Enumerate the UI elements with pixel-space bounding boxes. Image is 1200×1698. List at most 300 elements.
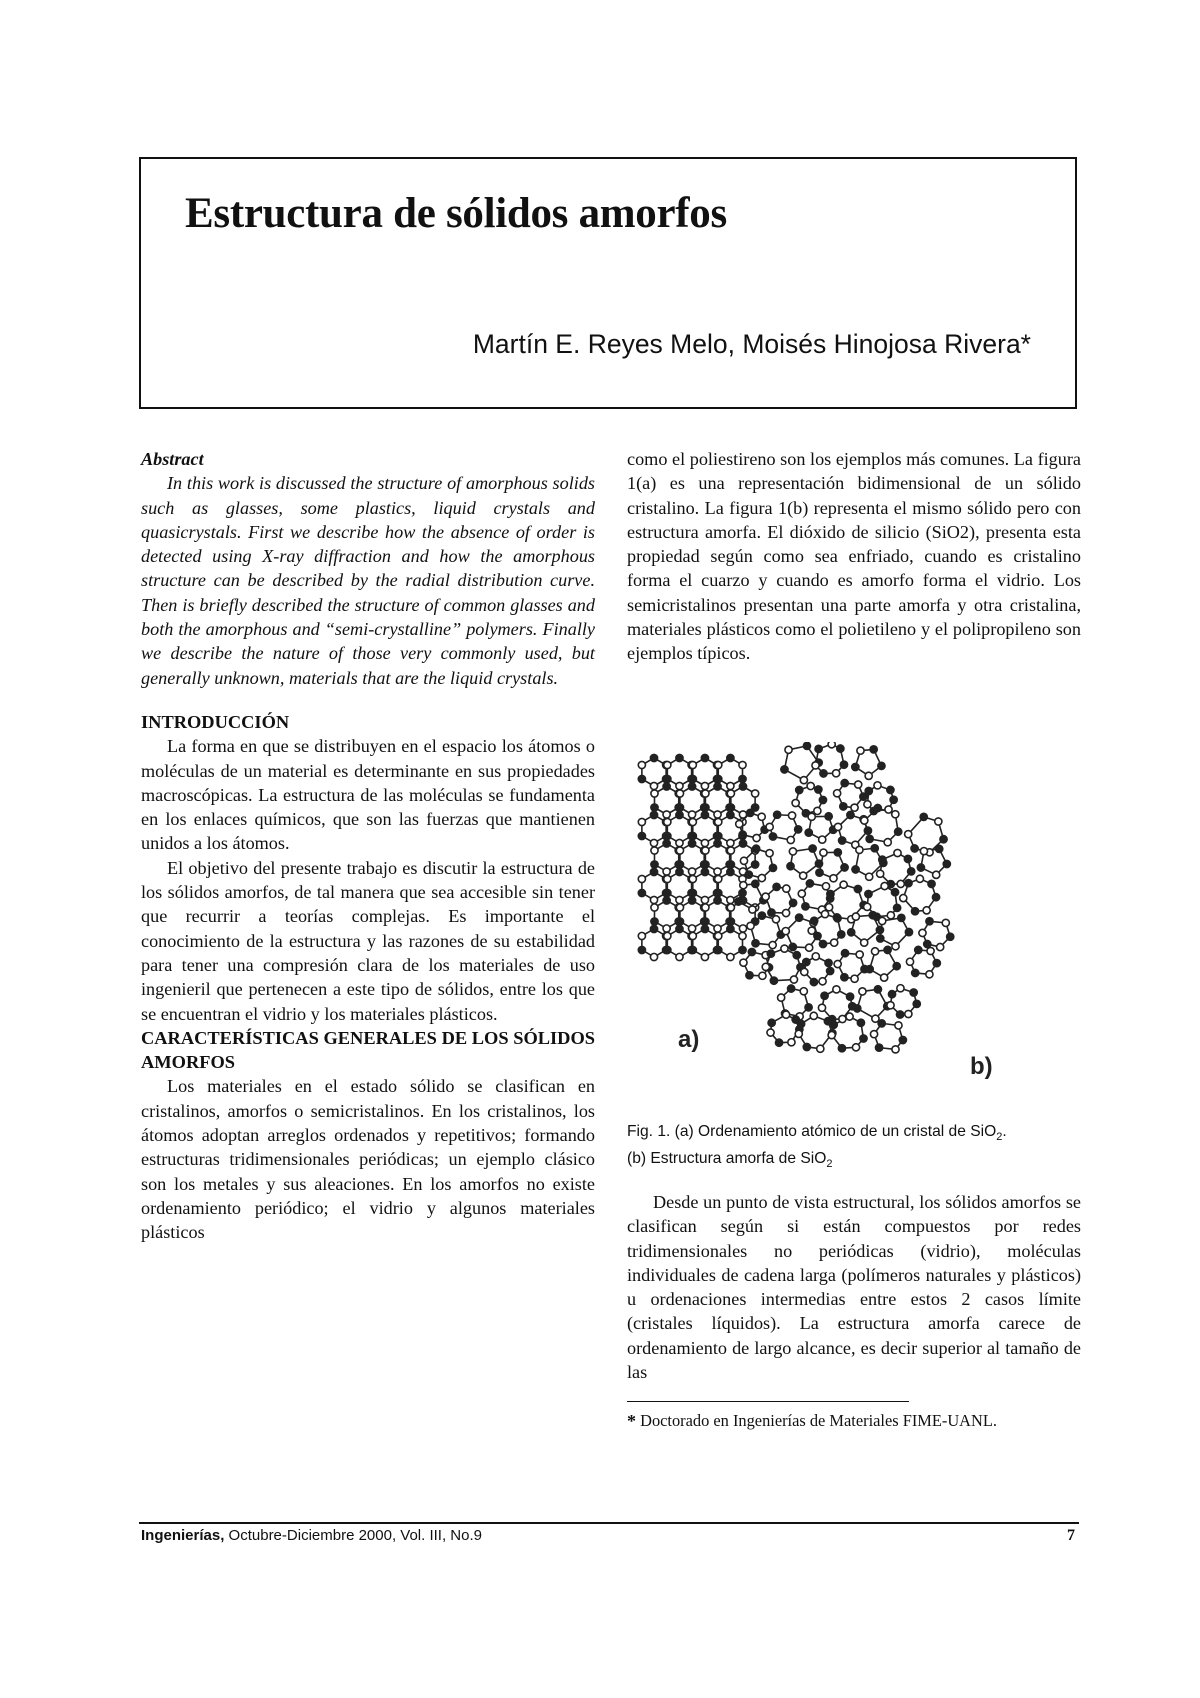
silicon-atom [870, 746, 877, 753]
oxygen-atom [664, 932, 671, 939]
oxygen-atom [664, 875, 671, 882]
oxygen-atom [819, 978, 826, 985]
silicon-atom [781, 766, 788, 773]
oxygen-atom [740, 959, 747, 966]
silicon-atom [689, 775, 696, 782]
silicon-atom [841, 864, 848, 871]
silicon-atom [789, 899, 796, 906]
oxygen-atom [814, 807, 821, 814]
silicon-atom [775, 1039, 782, 1046]
oxygen-atom [752, 790, 759, 797]
oxygen-atom [937, 943, 944, 950]
silicon-atom [688, 897, 695, 904]
caption-subscript-1: 2 [996, 1131, 1003, 1144]
silicon-atom [796, 914, 803, 921]
silicon-atom [815, 786, 822, 793]
oxygen-atom [766, 850, 773, 857]
silicon-atom [841, 974, 848, 981]
title-box [139, 157, 1077, 409]
silicon-atom [638, 775, 645, 782]
oxygen-atom [759, 972, 766, 979]
oxygen-atom [650, 896, 657, 903]
silicon-atom [701, 925, 708, 932]
caption-line-2: (b) Estructura amorfa de SiO [627, 1150, 827, 1168]
oxygen-atom [650, 782, 657, 789]
oxygen-atom [828, 742, 835, 748]
oxygen-atom [852, 913, 859, 920]
silicon-atom [805, 829, 812, 836]
oxygen-atom [881, 974, 888, 981]
silicon-atom [768, 909, 775, 916]
oxygen-atom [758, 874, 765, 881]
silicon-atom [727, 804, 734, 811]
silicon-atom [911, 845, 918, 852]
oxygen-atom [905, 1010, 912, 1017]
oxygen-atom [834, 790, 841, 797]
silicon-atom [715, 946, 722, 953]
oxygen-atom [676, 782, 683, 789]
silicon-atom [877, 935, 884, 942]
page-footer [141, 1527, 1075, 1544]
silicon-atom [908, 868, 915, 875]
oxygen-atom [887, 1002, 894, 1009]
oxygen-atom [856, 951, 863, 958]
characteristics-heading: CARACTERÍSTICAS GENERALES DE LOS SÓLIDOS AMORFOS [141, 1027, 595, 1073]
silicon-atom [651, 804, 658, 811]
silicon-atom [651, 861, 658, 868]
silicon-atom [676, 918, 683, 925]
oxygen-atom [638, 761, 645, 768]
oxygen-atom [715, 875, 722, 882]
caption-subscript-2: 2 [826, 1158, 833, 1171]
silicon-atom [920, 813, 927, 820]
oxygen-atom [800, 777, 807, 784]
oxygen-atom [727, 847, 734, 854]
oxygen-atom [833, 770, 840, 777]
silicon-atom [663, 783, 670, 790]
silicon-atom [650, 754, 657, 761]
left-column [141, 447, 595, 1245]
silicon-atom [854, 1005, 861, 1012]
silicon-atom [797, 1020, 804, 1027]
silicon-atom [871, 845, 878, 852]
oxygen-atom [785, 746, 792, 753]
silicon-atom [825, 959, 832, 966]
oxygen-atom [676, 953, 683, 960]
oxygen-atom [846, 1013, 853, 1020]
oxygen-atom [783, 885, 790, 892]
silicon-atom [739, 946, 746, 953]
silicon-atom [752, 861, 759, 868]
silicon-atom [887, 786, 894, 793]
intro-paragraph-1: La forma en que se distribuyen en el espacio los átomos o moléculas de un material es determinante en sus propiedades macroscópicas. La estructura de las moléculas se fundamenta en los enlaces químicos, que son las fuerzas que mantienen unidos a los átomos. [141, 736, 595, 854]
silicon-atom [753, 845, 760, 852]
silicon-atom [905, 928, 912, 935]
oxygen-atom [782, 928, 789, 935]
silicon-atom [852, 763, 859, 770]
oxygen-atom [688, 925, 695, 932]
oxygen-atom [769, 941, 776, 948]
oxygen-atom [739, 932, 746, 939]
silicon-atom [650, 868, 657, 875]
oxygen-atom [727, 790, 734, 797]
silicon-atom [874, 804, 881, 811]
oxygen-atom [834, 960, 841, 967]
silicon-atom [912, 969, 919, 976]
oxygen-atom [701, 896, 708, 903]
silicon-atom [816, 869, 823, 876]
silicon-atom [746, 972, 753, 979]
oxygen-atom [651, 847, 658, 854]
silicon-atom [727, 811, 734, 818]
oxygen-atom [800, 872, 807, 879]
silicon-atom [876, 926, 883, 933]
silicon-atom [664, 832, 671, 839]
silicon-atom [834, 849, 841, 856]
intro-heading: INTRODUCCIÓN [141, 711, 290, 732]
oxygen-atom [897, 880, 904, 887]
silicon-atom [748, 948, 755, 955]
oxygen-atom [808, 927, 815, 934]
silicon-atom [769, 864, 776, 871]
silicon-atom [688, 840, 695, 847]
oxygen-atom [740, 857, 747, 864]
silicon-atom [676, 925, 683, 932]
oxygen-atom [727, 782, 734, 789]
silicon-atom [888, 991, 895, 998]
silicon-atom [875, 1044, 882, 1051]
oxygen-atom [740, 882, 747, 889]
silicon-atom [796, 786, 803, 793]
silicon-atom [915, 946, 922, 953]
oxygen-atom [689, 818, 696, 825]
oxygen-atom [855, 781, 862, 788]
silicon-atom [932, 894, 939, 901]
silicon-atom [854, 885, 861, 892]
silicon-atom [840, 803, 847, 810]
silicon-atom [735, 898, 742, 905]
oxygen-atom [789, 848, 796, 855]
oxygen-atom [892, 1046, 899, 1053]
silicon-atom [819, 940, 826, 947]
silicon-atom [848, 929, 855, 936]
silicon-atom [701, 811, 708, 818]
oxygen-atom [833, 986, 840, 993]
oxygen-atom [851, 975, 858, 982]
oxygen-atom [821, 911, 828, 918]
silicon-atom [805, 1004, 812, 1011]
silicon-atom [874, 986, 881, 993]
oxygen-atom [788, 1039, 795, 1046]
oxygen-atom [881, 882, 888, 889]
oxygen-atom [807, 782, 814, 789]
silicon-atom [727, 925, 734, 932]
oxygen-atom [894, 849, 901, 856]
oxygen-atom [864, 801, 871, 808]
silicon-atom [866, 966, 873, 973]
oxygen-atom [851, 804, 858, 811]
oxygen-atom [834, 823, 841, 830]
silicon-atom [834, 915, 841, 922]
oxygen-atom [877, 870, 884, 877]
oxygen-atom [739, 761, 746, 768]
silicon-atom [827, 967, 834, 974]
silicon-atom [745, 871, 752, 878]
oxygen-atom [778, 994, 785, 1001]
silicon-atom [839, 837, 846, 844]
oxygen-atom [727, 896, 734, 903]
silicon-atom [911, 908, 918, 915]
silicon-atom [727, 918, 734, 925]
silicon-atom [789, 943, 796, 950]
oxygen-atom [651, 904, 658, 911]
oxygen-atom [819, 836, 826, 843]
oxygen-atom [782, 1011, 789, 1018]
silicon-atom [715, 889, 722, 896]
silicon-atom [865, 890, 872, 897]
silicon-atom [664, 889, 671, 896]
silicon-atom [838, 931, 845, 938]
oxygen-atom [895, 1022, 902, 1029]
silicon-atom [769, 833, 776, 840]
silicon-atom [866, 835, 873, 842]
oxygen-atom [792, 799, 799, 806]
silicon-atom [793, 952, 800, 959]
oxygen-atom [689, 875, 696, 882]
footnote [627, 1410, 1081, 1432]
oxygen-atom [727, 953, 734, 960]
silicon-atom [701, 754, 708, 761]
oxygen-atom [920, 848, 927, 855]
footnote-mark: * [627, 1411, 636, 1431]
silicon-atom [739, 840, 746, 847]
oxygen-atom [638, 932, 645, 939]
silicon-atom [910, 989, 917, 996]
oxygen-atom [798, 890, 805, 897]
oxygen-atom [663, 811, 670, 818]
oxygen-atom [897, 985, 904, 992]
intro-paragraph-2: El objetivo del presente trabajo es discutir la estructura de los sólidos amorfos, de tal manera que sea accesible sin tener que recurrir a teorías complejas. Es importante el conocimiento de la estructura y las razones de su estabilidad para tener una compresión clara de los materiales de uso ingenieril que pertenecen a este tipo de sólidos, entre los que se encuentran el vidrio y los materiales plásticos. [141, 857, 595, 1024]
silicon-atom [747, 809, 754, 816]
oxygen-atom [651, 790, 658, 797]
oxygen-atom [762, 893, 769, 900]
silicon-atom [830, 1021, 837, 1028]
silicon-atom [928, 880, 935, 887]
oxygen-atom [933, 871, 940, 878]
oxygen-atom [714, 925, 721, 932]
oxygen-atom [782, 909, 789, 916]
silicon-atom [752, 940, 759, 947]
oxygen-atom [701, 953, 708, 960]
oxygen-atom [702, 847, 709, 854]
silicon-atom [821, 992, 828, 999]
silicon-atom [947, 933, 954, 940]
silicon-atom [893, 963, 900, 970]
oxygen-atom [701, 782, 708, 789]
oxygen-atom [830, 875, 837, 882]
silicon-atom [819, 796, 826, 803]
oxygen-atom [702, 904, 709, 911]
oxygen-atom [747, 922, 754, 929]
oxygen-atom [676, 839, 683, 846]
oxygen-atom [919, 929, 926, 936]
silicon-atom [650, 811, 657, 818]
oxygen-atom [688, 868, 695, 875]
oxygen-atom [900, 894, 907, 901]
silicon-atom [815, 745, 822, 752]
silicon-atom [815, 860, 822, 867]
oxygen-atom [806, 944, 813, 951]
silicon-atom [676, 804, 683, 811]
oxygen-atom [927, 947, 934, 954]
figure-label-a: a) [678, 1026, 700, 1053]
silicon-atom [837, 745, 844, 752]
silicon-atom [689, 946, 696, 953]
oxygen-atom [715, 932, 722, 939]
oxygen-atom [884, 839, 891, 846]
silicon-atom [802, 903, 809, 910]
footnote-rule [627, 1401, 909, 1402]
silicon-atom [701, 868, 708, 875]
silicon-atom [841, 950, 848, 957]
oxygen-atom [714, 811, 721, 818]
silicon-atom [825, 813, 832, 820]
silicon-atom [879, 856, 886, 863]
oxygen-atom [766, 823, 773, 830]
silicon-atom [787, 863, 794, 870]
oxygen-atom [787, 836, 794, 843]
oxygen-atom [788, 812, 795, 819]
silicon-atom [774, 811, 781, 818]
continuation-paragraph: Desde un punto de vista estructural, los sólidos amorfos se clasifican según si están compuestos por redes tridimensionales no periódicas (vidrio), moléculas individuales de cadena larga (polímeros naturales y plásticos) u ordenaciones intermedias entre estos 2 casos límite (cristales líquidos). La estructura amorfa carece de ordenamiento de largo alcance, es decir superior al tamaño de las [627, 1192, 1081, 1383]
silicon-atom [676, 861, 683, 868]
oxygen-atom [822, 883, 829, 890]
oxygen-atom [736, 820, 743, 827]
oxygen-atom [825, 904, 832, 911]
oxygen-atom [688, 811, 695, 818]
silicon-atom [838, 1045, 845, 1052]
oxygen-atom [870, 1031, 877, 1038]
oxygen-atom [739, 925, 746, 932]
silicon-atom [884, 946, 891, 953]
silicon-atom [810, 978, 817, 985]
oxygen-atom [795, 1030, 802, 1037]
silicon-atom [924, 940, 931, 947]
silicon-atom [638, 889, 645, 896]
silicon-atom [689, 889, 696, 896]
figure-1 [632, 742, 1072, 1082]
oxygen-atom [689, 932, 696, 939]
silicon-atom [847, 811, 854, 818]
silicon-atom [727, 861, 734, 868]
amorphous-network-b [735, 742, 954, 1053]
silicon-atom [840, 761, 847, 768]
oxygen-atom [859, 988, 866, 995]
oxygen-atom [663, 868, 670, 875]
silicon-atom [714, 783, 721, 790]
silicon-atom [803, 742, 810, 749]
silicon-atom [841, 779, 848, 786]
silicon-atom [651, 918, 658, 925]
silicon-atom [770, 977, 777, 984]
oxygen-atom [861, 939, 868, 946]
oxygen-atom [852, 1044, 859, 1051]
right-column [627, 447, 1081, 666]
silicon-atom [739, 783, 746, 790]
oxygen-atom [664, 761, 671, 768]
caption-line-1: Fig. 1. (a) Ordenamiento atómico de un cristal de SiO [627, 1123, 997, 1140]
oxygen-atom [839, 1015, 846, 1022]
silicon-atom [676, 811, 683, 818]
oxygen-atom [935, 818, 942, 825]
oxygen-atom [801, 968, 808, 975]
silicon-atom [664, 946, 671, 953]
oxygen-atom [874, 782, 881, 789]
oxygen-atom [727, 904, 734, 911]
abstract-body: In this work is discussed the structure of amorphous solids such as glasses, some plastics, liquid crystals and quasicrystals. First we describe how the absence of order is detected using X-ray diffraction and how the amorphous structure can be described by the radial distribution curve. Then is briefly described the structure of common glasses and both the amorphous and “semi-crystalline” polymers. Finally we describe the nature of those very commonly used, but generally unknown, materials that are the liquid crystals. [141, 473, 595, 688]
oxygen-atom [749, 906, 756, 913]
silicon-atom [714, 897, 721, 904]
silicon-atom [702, 804, 709, 811]
silicon-atom [895, 828, 902, 835]
oxygen-atom [885, 806, 892, 813]
oxygen-atom [866, 873, 873, 880]
silicon-atom [878, 1020, 885, 1027]
oxygen-atom [861, 817, 868, 824]
silicon-atom [891, 889, 898, 896]
oxygen-atom [856, 846, 863, 853]
oxygen-atom [892, 943, 899, 950]
silicon-atom [865, 787, 872, 794]
silicon-atom [905, 880, 912, 887]
oxygen-atom [812, 953, 819, 960]
oxygen-atom [638, 818, 645, 825]
footer-rule [139, 1522, 1079, 1524]
figure-label-b: b) [970, 1053, 993, 1080]
silicon-atom [898, 914, 905, 921]
silicon-atom [650, 925, 657, 932]
oxygen-atom [638, 875, 645, 882]
silicon-atom [904, 855, 911, 862]
oxygen-atom [663, 925, 670, 932]
oxygen-atom [689, 761, 696, 768]
silicon-atom [857, 1019, 864, 1026]
oxygen-atom [942, 919, 949, 926]
oxygen-atom [810, 1012, 817, 1019]
oxygen-atom [715, 761, 722, 768]
oxygen-atom [715, 818, 722, 825]
silicon-atom [894, 904, 901, 911]
silicon-atom [940, 836, 947, 843]
silicon-atom [913, 1000, 920, 1007]
silicon-atom [806, 880, 813, 887]
silicon-atom [820, 770, 827, 777]
silicon-atom [897, 1011, 904, 1018]
silicon-atom [752, 880, 759, 887]
silicon-atom [702, 918, 709, 925]
silicon-atom [864, 827, 871, 834]
oxygen-atom [790, 976, 797, 983]
oxygen-atom [906, 958, 913, 965]
oxygen-atom [905, 831, 912, 838]
oxygen-atom [676, 896, 683, 903]
oxygen-atom [800, 988, 807, 995]
oxygen-atom [916, 875, 923, 882]
oxygen-atom [772, 916, 779, 923]
oxygen-atom [727, 839, 734, 846]
characteristics-paragraph-left: Los materiales en el estado sólido se clasifican en cristalinos, amorfos o semicristalinos. En los cristalinos, los átomos adoptan arreglos ordenados y repetitivos; formando estructuras tridimensionales periódicas; un ejemplo clásico son los metales y sus aleaciones. En los amorfos no existe ordenamiento periódico; el vidrio y algunos materiales plásticos [141, 1076, 595, 1243]
oxygen-atom [676, 904, 683, 911]
